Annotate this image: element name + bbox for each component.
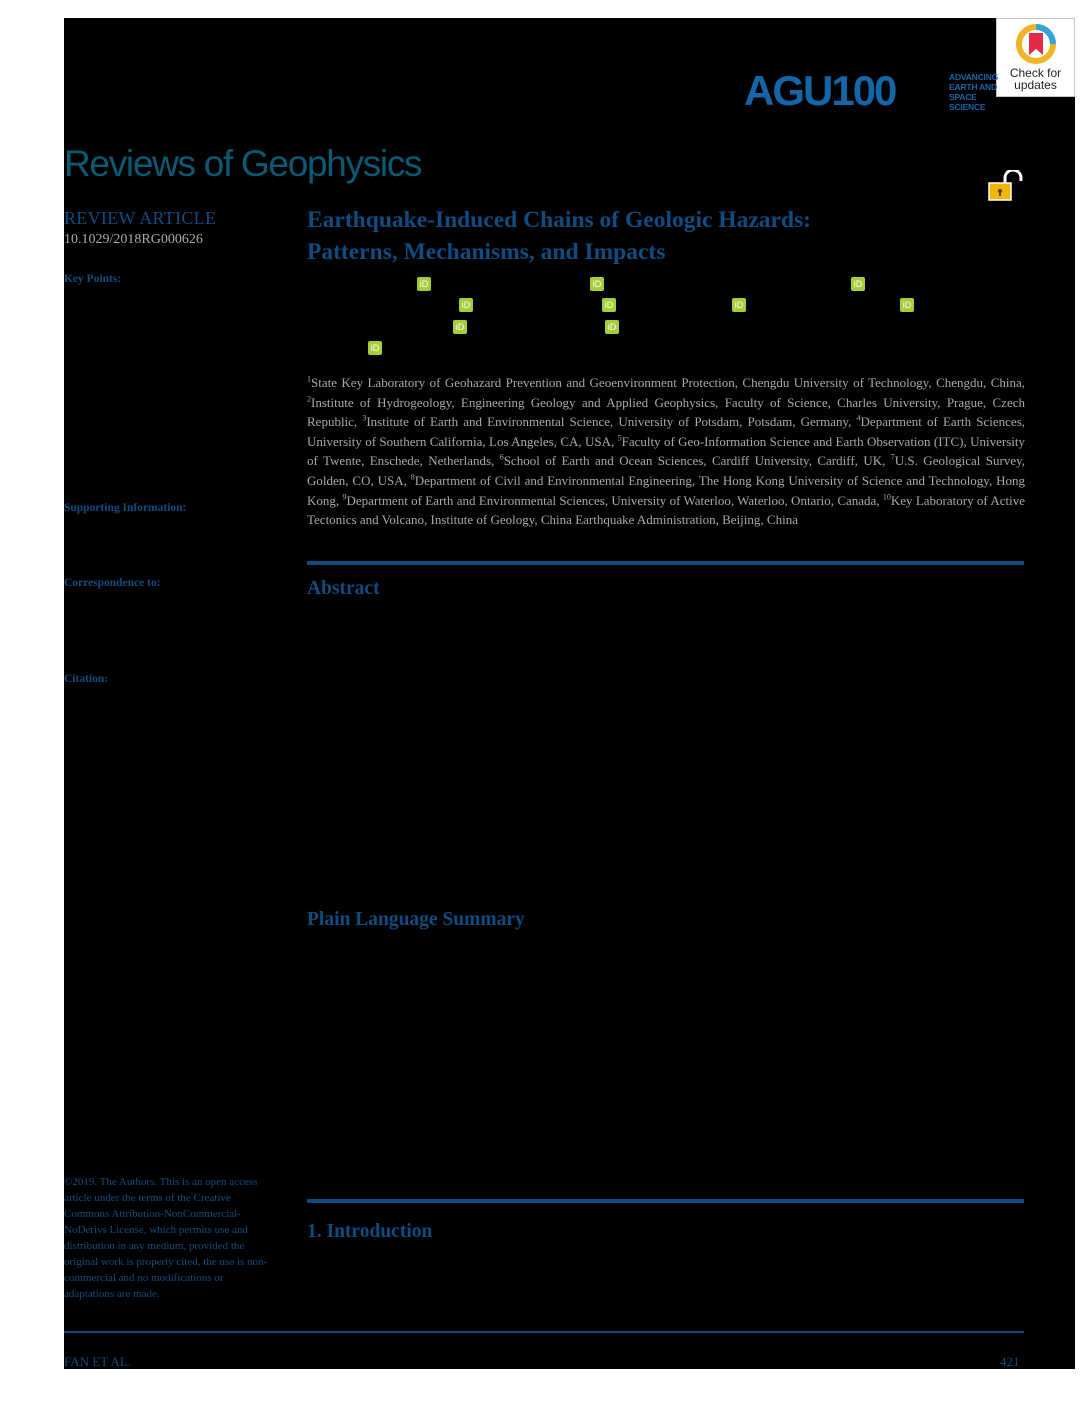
page-number: 421 <box>1000 1354 1020 1369</box>
orcid-icon[interactable]: iD <box>732 298 746 312</box>
affiliation: $^9$Department of Earth and Environmental Sciences, University of Waterloo, Waterloo, Ontario, Canada, <box>342 492 883 508</box>
affiliation: $^8$Department of Civil and Environmental Engineering, The Hong Kong University of Science and Technology, Hong Kong, <box>307 472 1025 508</box>
key-points-label: Key Points: <box>64 273 122 285</box>
citation-label: Citation: <box>64 673 109 685</box>
section-divider <box>307 1199 1024 1203</box>
article-type-label: REVIEW ARTICLE <box>64 208 217 228</box>
unlocked-padlock-icon <box>988 170 1024 202</box>
orcid-icon[interactable]: iD <box>605 320 619 334</box>
supporting-information-label: Supporting Information: <box>64 502 187 514</box>
affiliation: $^2$Institute of Hydrogeology, Engineering Geology and Applied Geophysics, Faculty of Science, Charles University, Prague, Czech Republic, <box>307 394 1025 430</box>
license-statement: ©2019. The Authors. This is an open access article under the terms of the Creative Commons Attribution-NonCommercial-NoDerivs License, which permits use and distribution in any medium, provided the original work is properly cited, the use is non-commercial and no modifications or adaptations are made. <box>64 1176 268 1300</box>
orcid-icon[interactable]: iD <box>453 320 467 334</box>
affiliation: $^{10}$Key Laboratory of Active Tectonics and Volcano, Institute of Geology, China Earthquake Administration, Beijing, China <box>307 492 1025 528</box>
section-divider <box>307 561 1024 565</box>
plain-language-summary-heading: Plain Language Summary <box>307 909 525 930</box>
orcid-icon[interactable]: iD <box>851 277 865 291</box>
orcid-icon[interactable]: iD <box>602 298 616 312</box>
check-updates-label: Check for updates <box>1009 66 1062 92</box>
article-title-line-1: Earthquake-Induced Chains of Geologic Hazards: <box>307 207 811 233</box>
doi[interactable]: 10.1029/2018RG000626 <box>64 232 203 247</box>
footer-authors: FAN ET AL. <box>64 1354 132 1369</box>
affiliation: $^3$Institute of Earth and Environmental Science, University of Potsdam, Potsdam, Germany, <box>362 413 857 430</box>
footer-rule <box>64 1331 1024 1333</box>
article-page <box>64 18 1075 1369</box>
affiliation: $^1$State Key Laboratory of Geohazard Prevention and Geoenvironment Protection, Chengdu University of Technology, Chengdu, China, <box>307 374 1025 390</box>
agu100-logo: AGU100 ADVANCING EARTH AND SPACE SCIENCE <box>744 68 895 114</box>
orcid-icon[interactable]: iD <box>368 341 382 355</box>
correspondence-label: Correspondence to: <box>64 577 161 589</box>
orcid-icon[interactable]: iD <box>459 298 473 312</box>
article-title-line-2: Patterns, Mechanisms, and Impacts <box>307 239 666 265</box>
journal-title: Reviews of Geophysics <box>64 143 422 184</box>
orcid-icon[interactable]: iD <box>900 298 914 312</box>
crossmark-icon <box>1016 23 1056 65</box>
affiliation: $^6$School of Earth and Ocean Sciences, Cardiff University, Cardiff, UK, <box>499 453 891 469</box>
orcid-icon[interactable]: iD <box>590 277 604 291</box>
orcid-icon[interactable]: iD <box>417 277 431 291</box>
article-title <box>307 204 987 268</box>
agu-tagline: ADVANCING EARTH AND SPACE SCIENCE <box>949 72 999 112</box>
abstract-heading: Abstract <box>307 578 380 599</box>
introduction-heading: 1. Introduction <box>307 1221 433 1242</box>
affiliation: $^7$U.S. Geological Survey, Golden, CO, USA, <box>307 453 1025 488</box>
affiliations <box>307 373 1025 530</box>
affiliation: $^5$Faculty of Geo-Information Science and Earth Observation (ITC), University of Twente, Enschede, Netherlands, <box>307 433 1025 469</box>
affiliation: $^4$Department of Earth Sciences, University of Southern California, Los Angeles, CA, USA, <box>307 413 1025 449</box>
